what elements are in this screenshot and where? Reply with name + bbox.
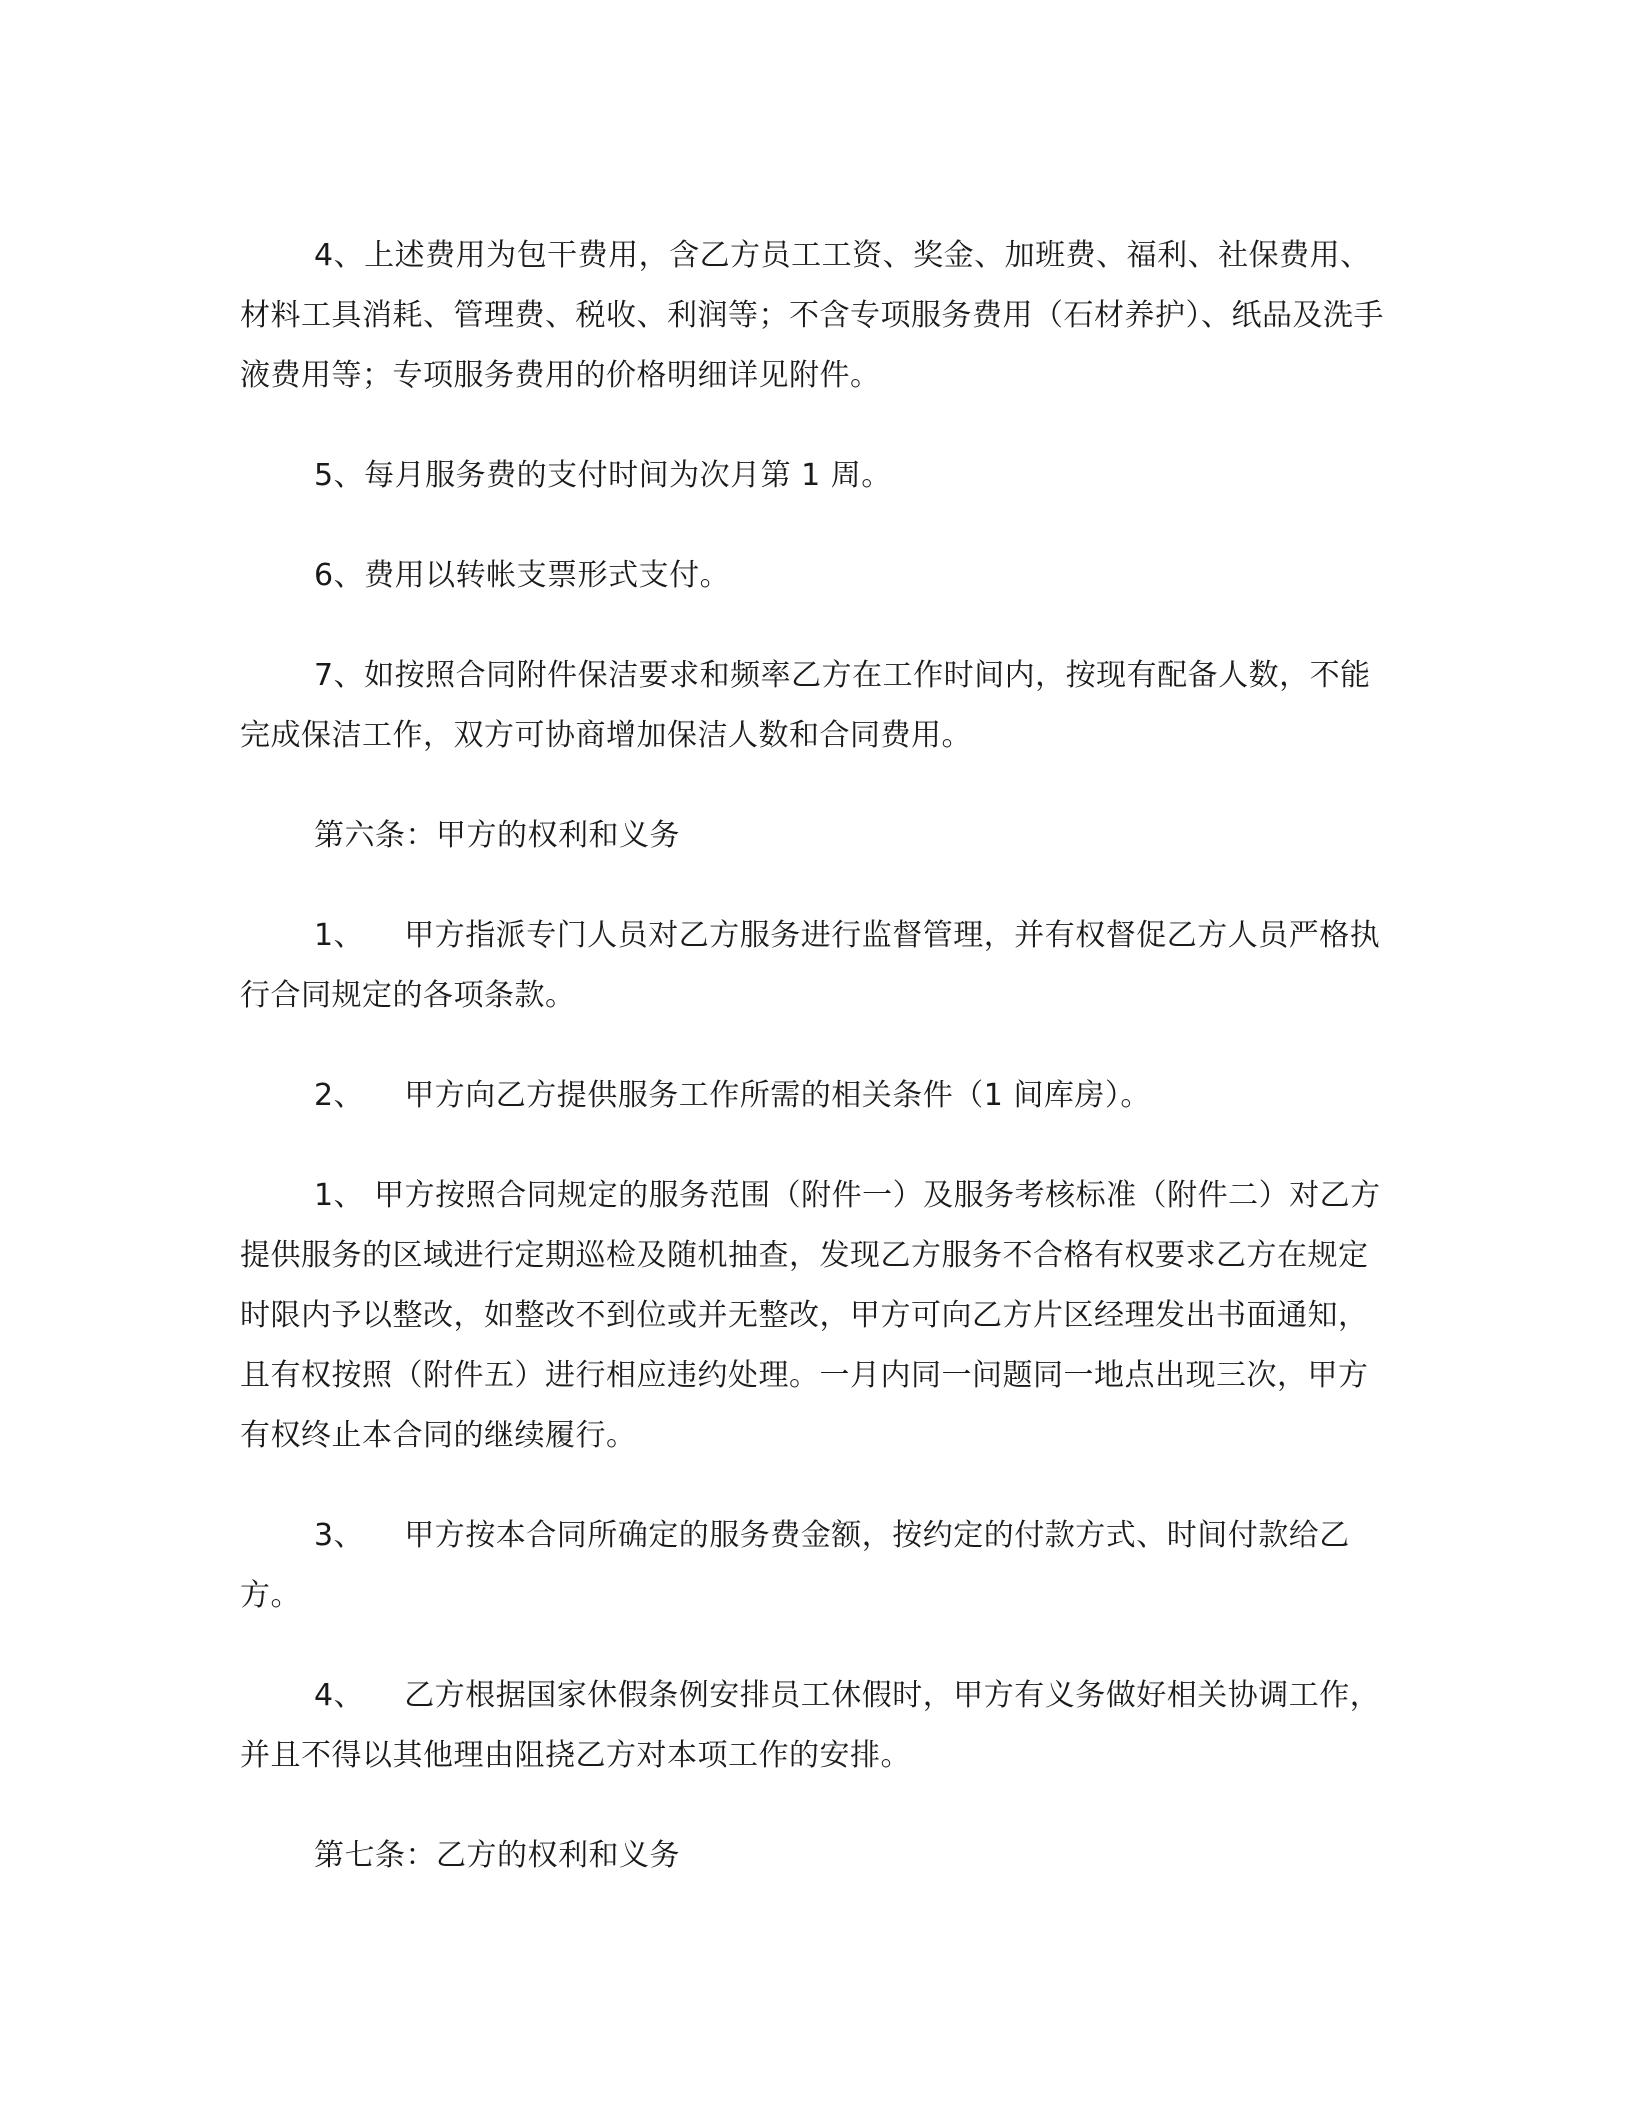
section-heading-article-6: 第六条：甲方的权利和义务 xyxy=(314,818,680,853)
paragraph-party-a-supervision: 1、 甲方指派专门人员对乙方服务进行监督管理，并有权督促乙方人员严格执行合同规定的各项条款。 xyxy=(240,918,1381,1013)
paragraph-party-a-inspection: 1、 甲方按照合同规定的服务范围（附件一）及服务考核标准（附件二）对乙方提供服务的区域进行定期巡检及随机抽查，发现乙方服务不合格有权要求乙方在规定时限内予以整改，如整改不到位或并无整改，甲方可向乙方片区经理发出书面通知，且有权按照（附件五）进行相应违约处理。一月内同一问题同一地点出现三次，甲方有权终止本合同的继续履行。 xyxy=(240,1178,1381,1453)
paragraph-party-a-conditions: 2、 甲方向乙方提供服务工作所需的相关条件（1 间库房）。 xyxy=(314,1078,1151,1113)
paragraph-payment-time: 5、每月服务费的支付时间为次月第 1 周。 xyxy=(314,458,892,493)
paragraph-party-a-leave-coordination: 4、 乙方根据国家休假条例安排员工休假时，甲方有义务做好相关协调工作，并且不得以其他理由阻挠乙方对本项工作的安排。 xyxy=(240,1678,1381,1773)
paragraph-staffing-adjustment: 7、如按照合同附件保洁要求和频率乙方在工作时间内，按现有配备人数，不能完成保洁工作，双方可协商增加保洁人数和合同费用。 xyxy=(240,658,1371,753)
paragraph-payment-method: 6、费用以转帐支票形式支付。 xyxy=(314,558,731,593)
section-heading-article-7: 第七条：乙方的权利和义务 xyxy=(314,1838,680,1873)
paragraph-fee-inclusive: 4、上述费用为包干费用，含乙方员工工资、奖金、加班费、福利、社保费用、材料工具消耗、管理费、税收、利润等；不含专项服务费用（石材养护）、纸品及洗手液费用等；专项服务费用的价格明细详见附件。 xyxy=(240,238,1384,393)
paragraph-party-a-payment: 3、 甲方按本合同所确定的服务费金额，按约定的付款方式、时间付款给乙方。 xyxy=(240,1518,1350,1613)
